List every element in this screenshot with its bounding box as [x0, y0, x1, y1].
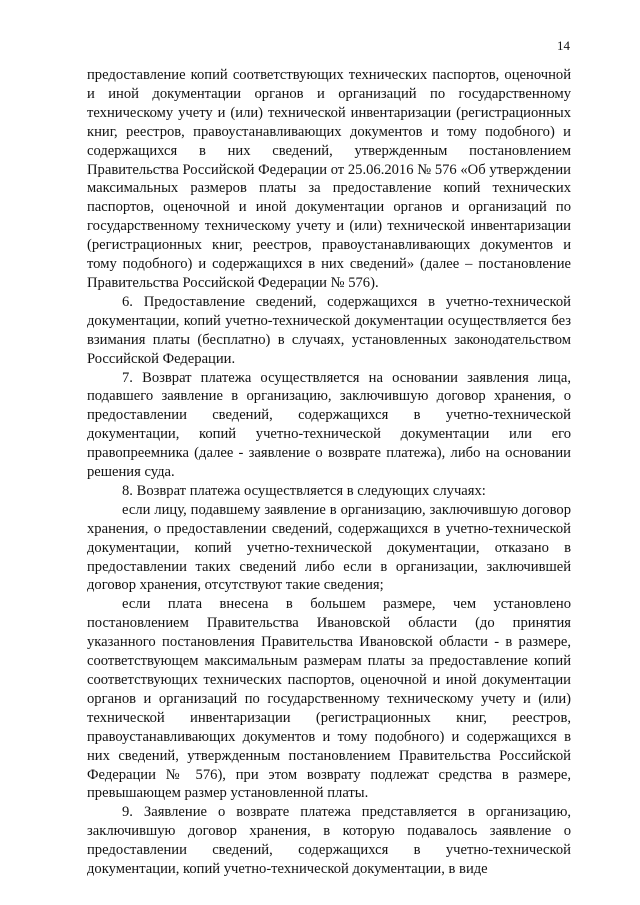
page-number: 14 [557, 38, 570, 53]
paragraph-item-7: 7. Возврат платежа осуществляется на основании заявления лица, подавшего заявление в организацию, заключившую договор хранения, о предоставлении сведений, содержащихся в учетно-технической документации, копий учетно-технической документации или его правопреемника (далее - заявление о возврате платежа), либо на основании решения суда. [87, 369, 571, 481]
document-body [87, 66, 571, 879]
paragraph-case-refusal: если лицу, подавшему заявление в организацию, заключившую договор хранения, о предоставлении сведений, содержащихся в учетно-технической документации, копий учетно-технической документации, отказано в предоставлении таких сведений либо если в организации, заключившей договор хранения, отсутствуют такие сведения; [87, 501, 571, 594]
paragraph-case-overpayment: если плата внесена в большем размере, чем установлено постановлением Правительства Ивановской области (до принятия указанного постановления Правительства Ивановской области - в размере, соответствующем максимальным размерам платы за предоставление копий соответствующих технических паспортов, оценочной и иной документации органов и организаций по государственному техническому учету и (или) технической инвентаризации (регистрационных книг, реестров, правоустанавливающих документов и тому подобного) и содержащихся в них сведений, утвержденным постановлением Правительства Российской Федерации № 576), при этом возврату подлежат средства в размере, превышающем размер установленной платы. [87, 596, 571, 802]
paragraph-item-8: 8. Возврат платежа осуществляется в следующих случаях: [122, 482, 486, 499]
paragraph-continuation: предоставление копий соответствующих технических паспортов, оценочной и иной документации органов и организаций по государственному техническому учету и (или) технической инвентаризации (регистрационных книг, реестров, правоустанавливающих документов и тому подобного) и содержащихся в них сведений, утвержденным постановлением Правительства Российской Федерации от 25.06.2016 № 576 «Об утверждении максимальных размеров платы за предоставление копий технических паспортов, оценочной и иной документации органов и организаций по государственному техническому учету и (или) технической инвентаризации (регистрационных книг, реестров, правоустанавливающих документов и тому подобного) и содержащихся в них сведений» (далее – постановление Правительства Российской Федерации № 576). [87, 67, 571, 291]
paragraph-item-9: 9. Заявление о возврате платежа представляется в организацию, заключившую договор хранения, в которую подавалось заявление о предоставлении сведений, содержащихся в учетно-технической документации, копий учетно-технической документации, в виде [87, 804, 571, 878]
paragraph-item-6: 6. Предоставление сведений, содержащихся в учетно-технической документации, копий учетно-технической документации осуществляется без взимания платы (бесплатно) в случаях, установленных законодательством Российской Федерации. [87, 293, 571, 367]
